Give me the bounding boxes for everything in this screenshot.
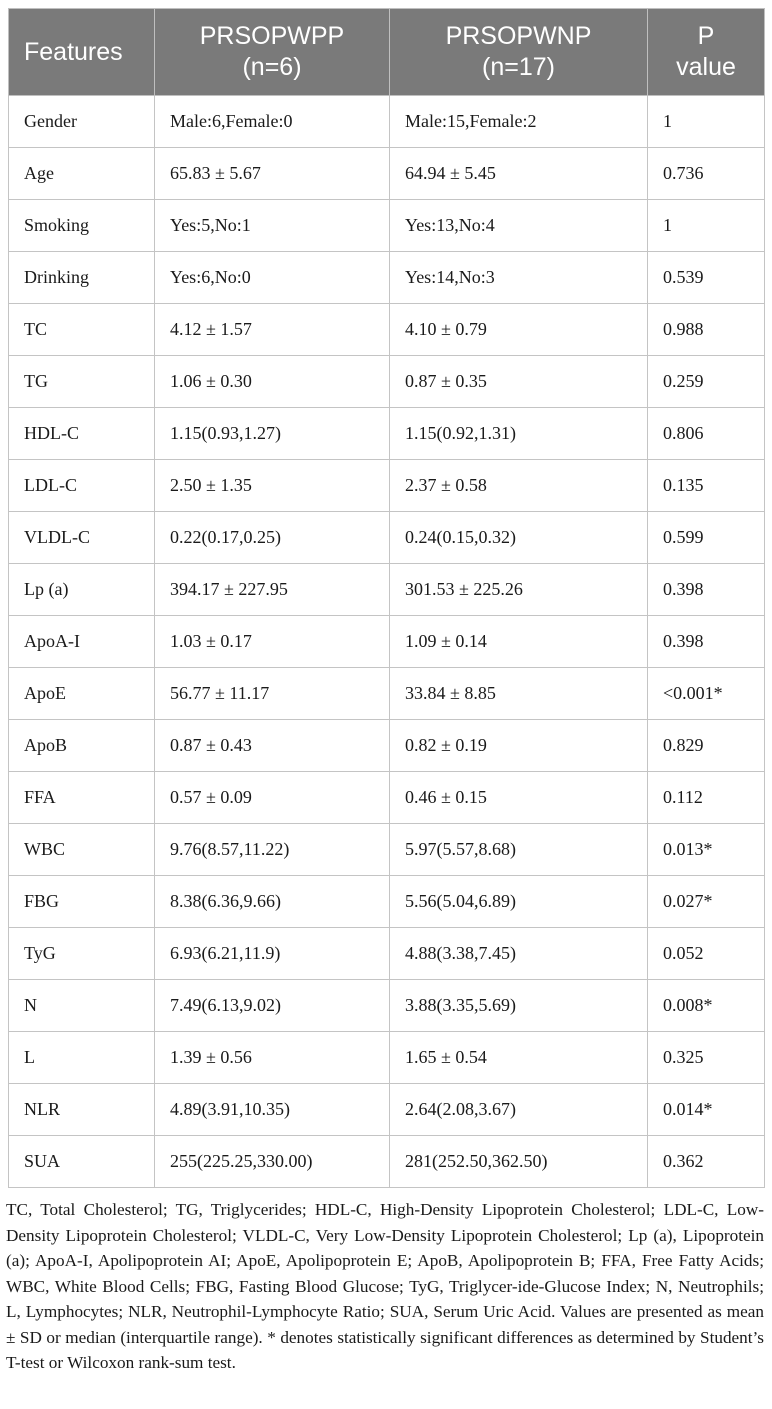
prsopwpp-cell: 2.50 ± 1.35 bbox=[155, 460, 390, 512]
table-row bbox=[9, 824, 765, 876]
prsopwpp-cell: Yes:6,No:0 bbox=[155, 252, 390, 304]
prsopwnp-cell: 1.65 ± 0.54 bbox=[390, 1032, 648, 1084]
prsopwpp-cell: 394.17 ± 227.95 bbox=[155, 564, 390, 616]
feature-cell: HDL-C bbox=[9, 408, 155, 460]
prsopwnp-cell: 4.88(3.38,7.45) bbox=[390, 928, 648, 980]
table-row bbox=[9, 720, 765, 772]
prsopwpp-cell: 1.06 ± 0.30 bbox=[155, 356, 390, 408]
feature-cell: N bbox=[9, 980, 155, 1032]
prsopwnp-cell: 2.37 ± 0.58 bbox=[390, 460, 648, 512]
prsopwnp-cell: 301.53 ± 225.26 bbox=[390, 564, 648, 616]
table-body bbox=[9, 96, 765, 1188]
feature-cell: WBC bbox=[9, 824, 155, 876]
table-row bbox=[9, 1136, 765, 1188]
prsopwnp-cell: Yes:14,No:3 bbox=[390, 252, 648, 304]
table-row bbox=[9, 304, 765, 356]
table-footnote: TC, Total Cholesterol; TG, Triglycerides; HDL-C, High-Density Lipoprotein Cholesterol; LDL-C, Low-Density Lipoprotein Cholesterol; VLDL-C, Very Low-Density Lipoprotein Cholesterol; Lp (a), Lipoprotein (a); ApoA-I, Apolipoprotein AI; ApoE, Apolipoprotein E; ApoB, Apolipoprotein B; FFA, Free Fatty Acids; WBC, White Blood Cells; FBG, Fasting Blood Glucose; TyG, Triglycer-ide-Glucose Index; N, Neutrophils; L, Lymphocytes; NLR, Neutrophil-Lymphocyte Ratio; SUA, Serum Uric Acid. Values are presented as mean ± SD or median (interquartile range). * denotes statistically significant differences as determined by Student’s T-test or Wilcoxon rank-sum test. bbox=[6, 1200, 764, 1372]
table-header bbox=[9, 9, 765, 96]
feature-cell: TC bbox=[9, 304, 155, 356]
feature-cell: Age bbox=[9, 148, 155, 200]
p-value-cell: 0.325 bbox=[648, 1032, 765, 1084]
p-value-cell: 0.052 bbox=[648, 928, 765, 980]
prsopwpp-cell: 1.39 ± 0.56 bbox=[155, 1032, 390, 1084]
table-row bbox=[9, 980, 765, 1032]
feature-cell: Gender bbox=[9, 96, 155, 148]
p-value-cell: 0.539 bbox=[648, 252, 765, 304]
feature-cell: SUA bbox=[9, 1136, 155, 1188]
table-row bbox=[9, 252, 765, 304]
header-features: Features bbox=[9, 9, 155, 96]
table-row bbox=[9, 200, 765, 252]
p-value-cell: 1 bbox=[648, 96, 765, 148]
prsopwnp-cell: 0.46 ± 0.15 bbox=[390, 772, 648, 824]
features-comparison-table bbox=[8, 8, 765, 1188]
feature-cell: Drinking bbox=[9, 252, 155, 304]
header-p-value: P value bbox=[648, 9, 765, 96]
feature-cell: LDL-C bbox=[9, 460, 155, 512]
feature-cell: TyG bbox=[9, 928, 155, 980]
prsopwnp-cell: 281(252.50,362.50) bbox=[390, 1136, 648, 1188]
prsopwpp-cell: Male:6,Female:0 bbox=[155, 96, 390, 148]
p-value-cell: 0.014* bbox=[648, 1084, 765, 1136]
table-row bbox=[9, 1032, 765, 1084]
table-row bbox=[9, 356, 765, 408]
prsopwnp-cell: Male:15,Female:2 bbox=[390, 96, 648, 148]
prsopwnp-cell: 64.94 ± 5.45 bbox=[390, 148, 648, 200]
feature-cell: NLR bbox=[9, 1084, 155, 1136]
prsopwnp-cell: 0.24(0.15,0.32) bbox=[390, 512, 648, 564]
prsopwnp-cell: Yes:13,No:4 bbox=[390, 200, 648, 252]
table-row bbox=[9, 876, 765, 928]
feature-cell: FBG bbox=[9, 876, 155, 928]
prsopwpp-cell: 8.38(6.36,9.66) bbox=[155, 876, 390, 928]
prsopwpp-cell: 6.93(6.21,11.9) bbox=[155, 928, 390, 980]
feature-cell: VLDL-C bbox=[9, 512, 155, 564]
p-value-cell: <0.001* bbox=[648, 668, 765, 720]
table-row bbox=[9, 668, 765, 720]
table-row bbox=[9, 616, 765, 668]
prsopwpp-cell: 9.76(8.57,11.22) bbox=[155, 824, 390, 876]
p-value-cell: 0.829 bbox=[648, 720, 765, 772]
prsopwnp-cell: 3.88(3.35,5.69) bbox=[390, 980, 648, 1032]
p-value-cell: 0.736 bbox=[648, 148, 765, 200]
prsopwpp-cell: 0.57 ± 0.09 bbox=[155, 772, 390, 824]
table-row bbox=[9, 460, 765, 512]
p-value-cell: 0.988 bbox=[648, 304, 765, 356]
p-value-cell: 0.398 bbox=[648, 564, 765, 616]
prsopwpp-cell: 0.22(0.17,0.25) bbox=[155, 512, 390, 564]
feature-cell: ApoE bbox=[9, 668, 155, 720]
prsopwpp-cell: 1.03 ± 0.17 bbox=[155, 616, 390, 668]
feature-cell: TG bbox=[9, 356, 155, 408]
prsopwnp-cell: 0.87 ± 0.35 bbox=[390, 356, 648, 408]
p-value-cell: 0.013* bbox=[648, 824, 765, 876]
p-value-cell: 0.599 bbox=[648, 512, 765, 564]
p-value-cell: 0.008* bbox=[648, 980, 765, 1032]
p-value-cell: 0.112 bbox=[648, 772, 765, 824]
feature-cell: Smoking bbox=[9, 200, 155, 252]
prsopwpp-cell: Yes:5,No:1 bbox=[155, 200, 390, 252]
prsopwpp-cell: 7.49(6.13,9.02) bbox=[155, 980, 390, 1032]
feature-cell: FFA bbox=[9, 772, 155, 824]
header-prsopwnp: PRSOPWNP (n=17) bbox=[390, 9, 648, 96]
p-value-cell: 0.135 bbox=[648, 460, 765, 512]
features-table-container bbox=[8, 8, 764, 1188]
p-value-cell: 1 bbox=[648, 200, 765, 252]
prsopwnp-cell: 1.09 ± 0.14 bbox=[390, 616, 648, 668]
prsopwpp-cell: 0.87 ± 0.43 bbox=[155, 720, 390, 772]
table-row bbox=[9, 96, 765, 148]
p-value-cell: 0.259 bbox=[648, 356, 765, 408]
feature-cell: L bbox=[9, 1032, 155, 1084]
feature-cell: ApoB bbox=[9, 720, 155, 772]
table-row bbox=[9, 928, 765, 980]
header-prsopwpp: PRSOPWPP (n=6) bbox=[155, 9, 390, 96]
feature-cell: Lp (a) bbox=[9, 564, 155, 616]
header-row bbox=[9, 9, 765, 96]
table-row bbox=[9, 148, 765, 200]
p-value-cell: 0.398 bbox=[648, 616, 765, 668]
prsopwnp-cell: 1.15(0.92,1.31) bbox=[390, 408, 648, 460]
p-value-cell: 0.362 bbox=[648, 1136, 765, 1188]
prsopwnp-cell: 0.82 ± 0.19 bbox=[390, 720, 648, 772]
table-row bbox=[9, 564, 765, 616]
prsopwnp-cell: 2.64(2.08,3.67) bbox=[390, 1084, 648, 1136]
prsopwpp-cell: 4.89(3.91,10.35) bbox=[155, 1084, 390, 1136]
prsopwpp-cell: 4.12 ± 1.57 bbox=[155, 304, 390, 356]
table-row bbox=[9, 772, 765, 824]
p-value-cell: 0.806 bbox=[648, 408, 765, 460]
prsopwnp-cell: 5.56(5.04,6.89) bbox=[390, 876, 648, 928]
prsopwnp-cell: 33.84 ± 8.85 bbox=[390, 668, 648, 720]
prsopwpp-cell: 1.15(0.93,1.27) bbox=[155, 408, 390, 460]
prsopwpp-cell: 255(225.25,330.00) bbox=[155, 1136, 390, 1188]
prsopwpp-cell: 65.83 ± 5.67 bbox=[155, 148, 390, 200]
prsopwnp-cell: 4.10 ± 0.79 bbox=[390, 304, 648, 356]
prsopwpp-cell: 56.77 ± 11.17 bbox=[155, 668, 390, 720]
feature-cell: ApoA-I bbox=[9, 616, 155, 668]
table-row bbox=[9, 512, 765, 564]
table-row bbox=[9, 1084, 765, 1136]
prsopwnp-cell: 5.97(5.57,8.68) bbox=[390, 824, 648, 876]
p-value-cell: 0.027* bbox=[648, 876, 765, 928]
table-row bbox=[9, 408, 765, 460]
